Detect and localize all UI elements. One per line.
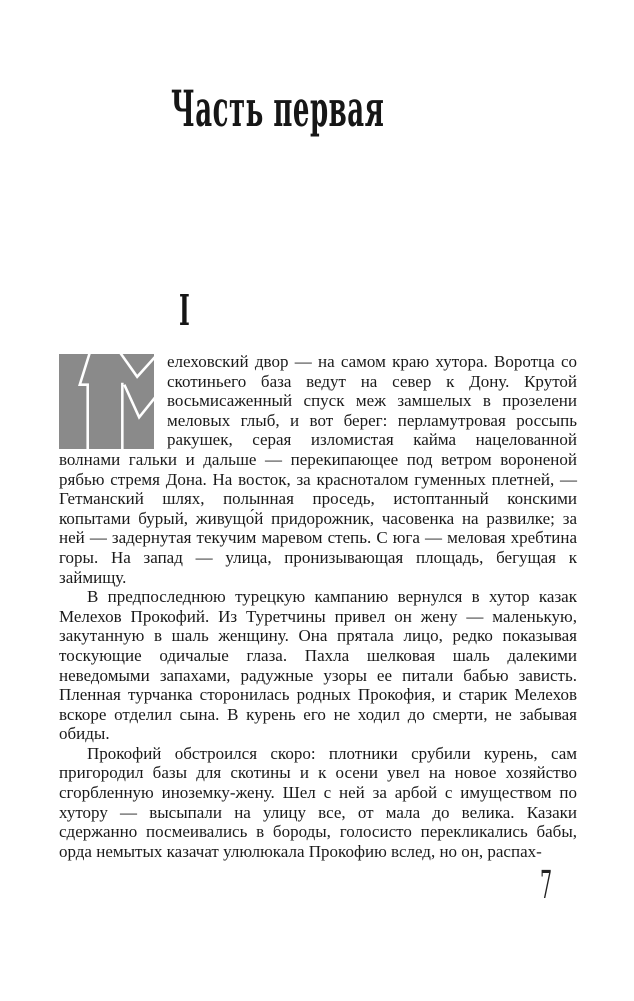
body-text <box>59 352 577 861</box>
chapter-numeral: I <box>179 286 190 335</box>
paragraph-1 <box>59 352 577 587</box>
part-title: Часть первая <box>171 79 385 138</box>
page-number: 7 <box>540 863 553 907</box>
dropcap-letter-m <box>59 354 154 449</box>
paragraph-2: В предпоследнюю турецкую кампанию вернулся в хутор казак Мелехов Прокофий. Из Туретчины привел он жену — маленькую, закутанную в шаль женщину. Она прятала лицо, редко показывая тоскующие одичалые глаза. Пахла шелковая шаль далекими неведомыми запахами, радужные узоры ее питали бабью зависть. Пленная турчанка сторонилась родных Прокофия, и старик Мелехов вскоре отделил сына. В курень его не ходил до смерти, не забывая обиды. <box>59 587 577 744</box>
paragraph-1-text: елеховский двор — на самом краю хутора. Воротца со скотиньего база ведут на север к Дону. Крутой восьмисаженный спуск меж замшелых в прозелени меловых глыб, и вот берег: перламутровая россыпь ракушек, серая изломистая кайма нацелованной волнами гальки и дальше — перекипающее под ветром вороненой рябью стремя Дона. На восток, за красноталом гуменных плетней, — Гетманский шлях, полынная проседь, истоптанный конскими копытами бурый, живущо́й придорожник, часовенка на развилке; за ней — задернутая текучим маревом степь. С юга — меловая хребтина горы. На запад — улица, пронизывающая площадь, бегущая к займищу. <box>59 352 577 587</box>
paragraph-3: Прокофий обстроился скоро: плотники срубили курень, сам пригородил базы для скотины и к осени увел на новое хозяйство сгорбленную иноземку-жену. Шел с ней за арбой с имуществом по хутору — высыпали на улицу все, от мала до велика. Казаки сдержанно посмеивались в бороды, голосисто перекликались бабы, орда немытых казачат улюлюкала Прокофию вслед, но он, распах- <box>59 743 577 861</box>
